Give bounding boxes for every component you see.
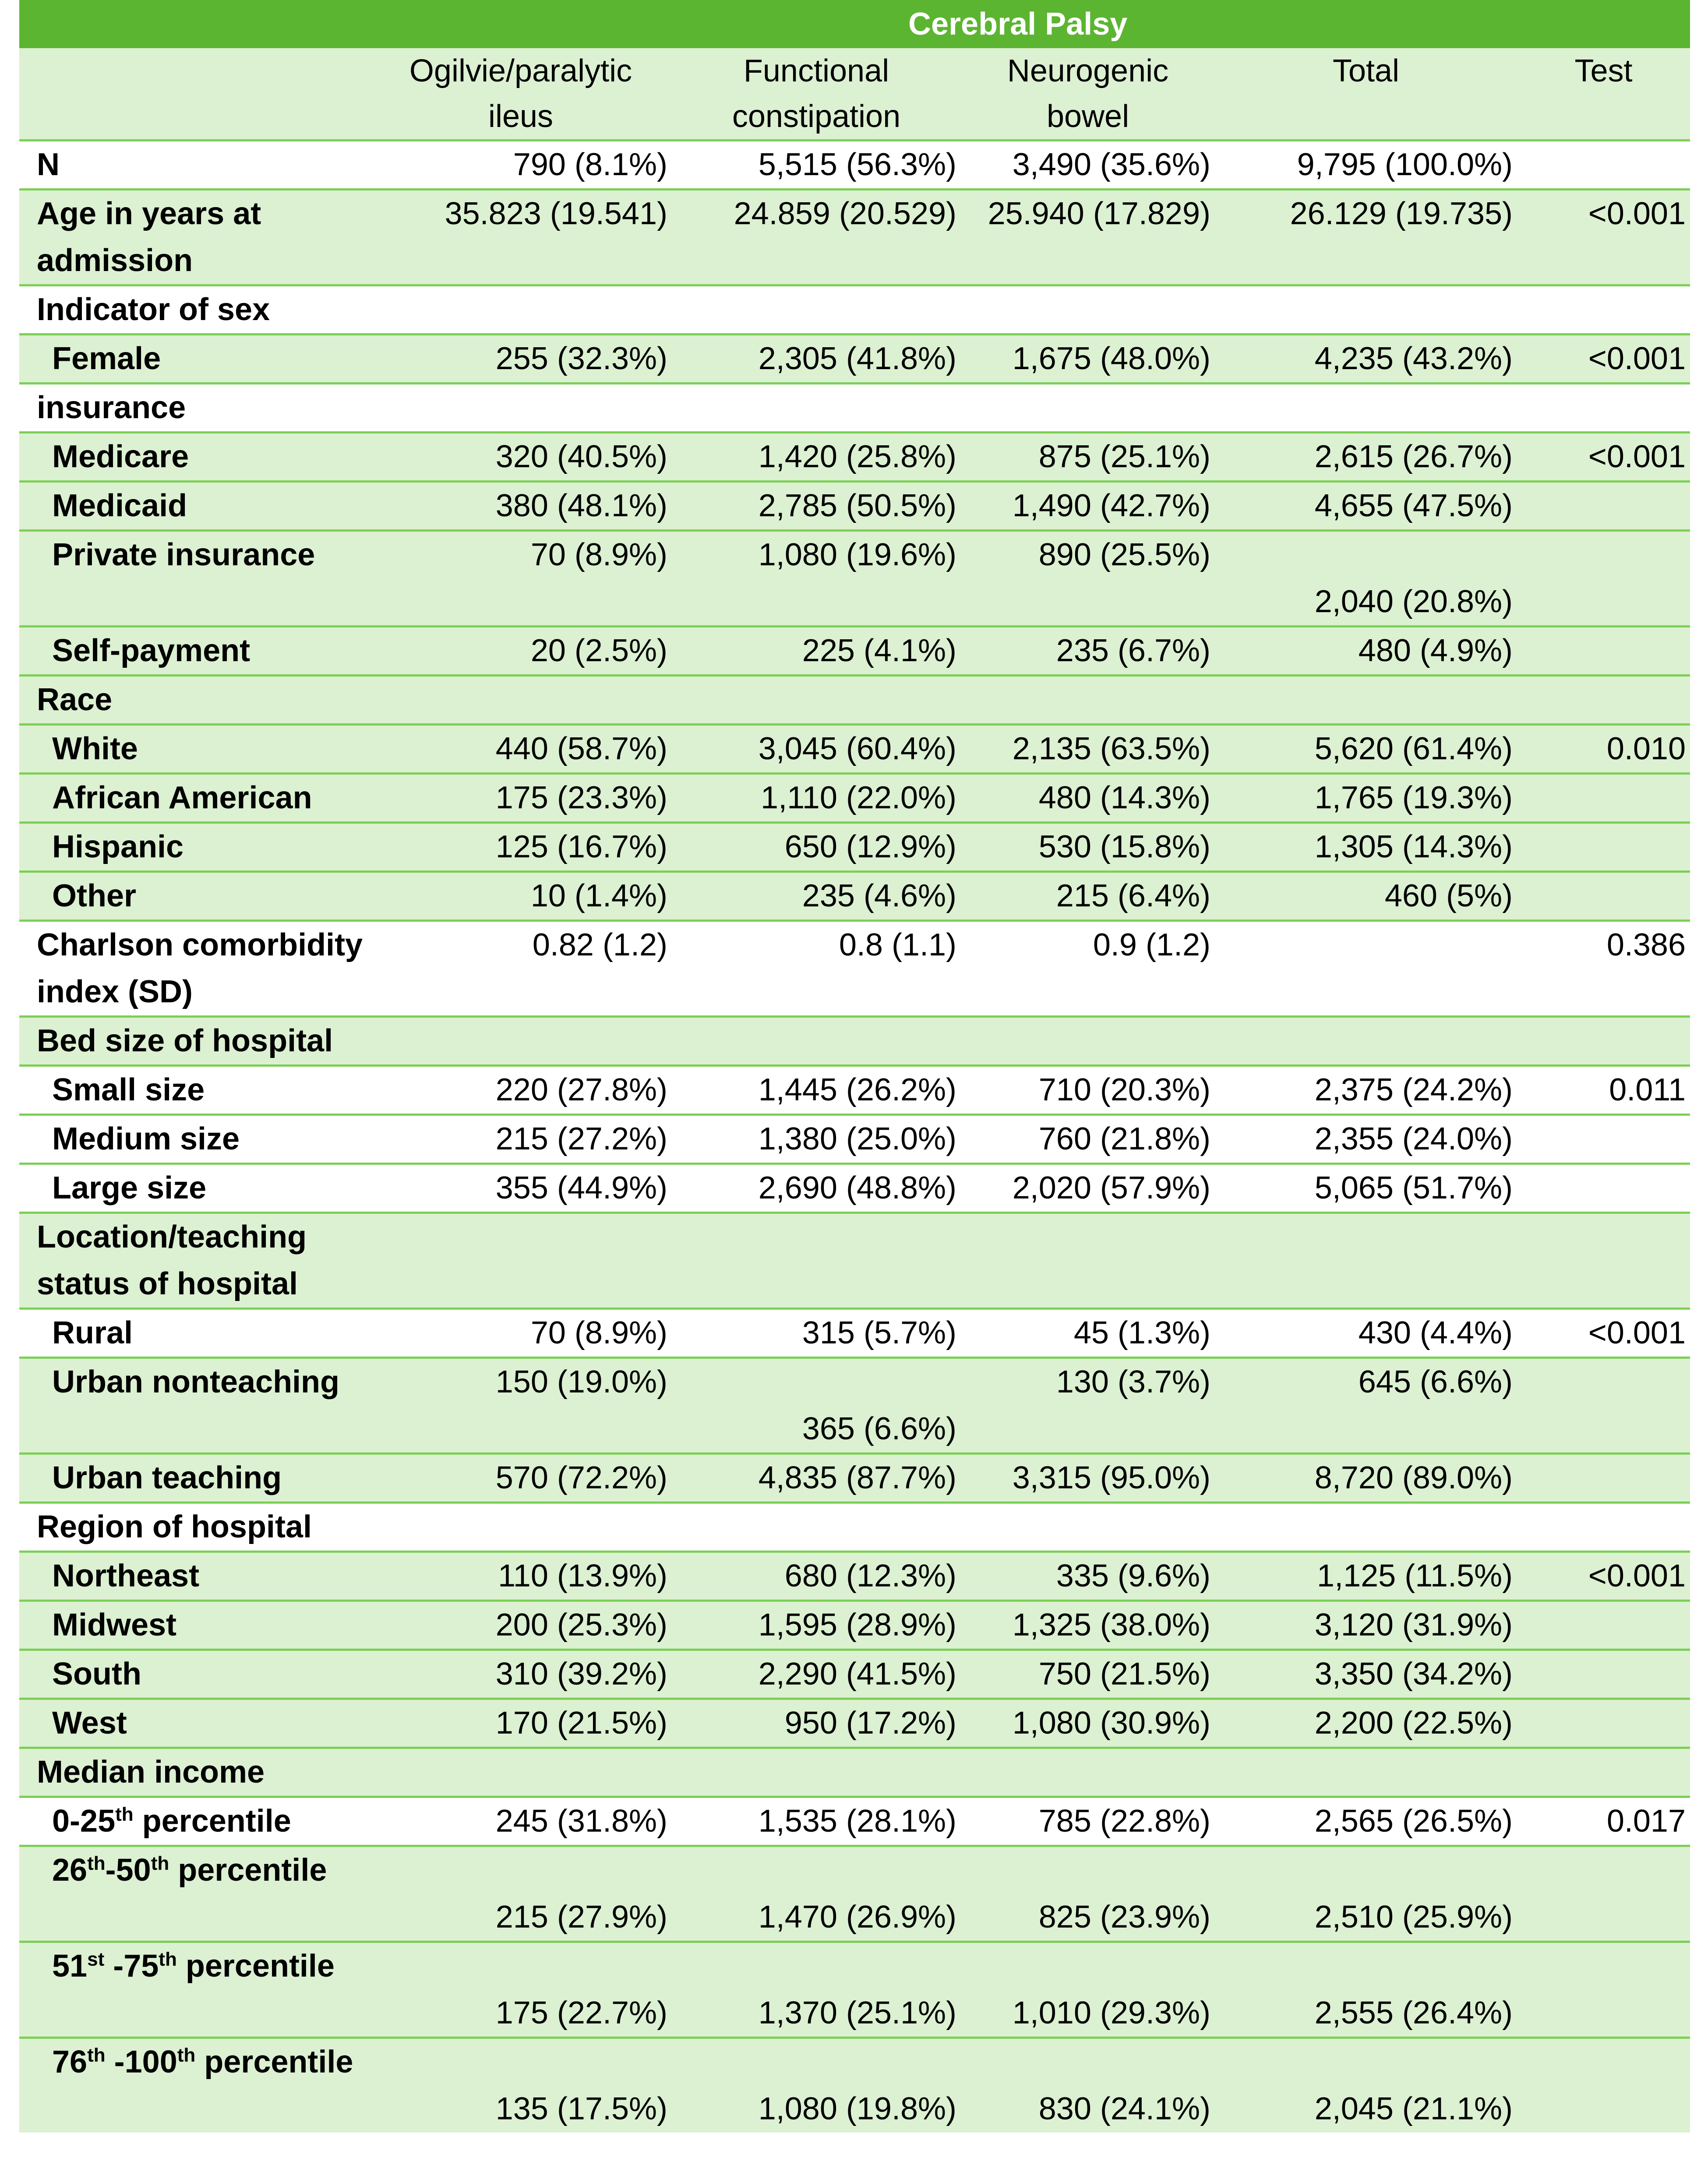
- table-cell: [370, 384, 672, 433]
- table-cell: 1,080 (19.6%): [672, 531, 961, 627]
- table-row: [19, 2038, 1690, 2133]
- row-label: Hispanic: [19, 823, 370, 872]
- table-row: [19, 335, 1690, 384]
- table-cell: 4,235 (43.2%): [1215, 335, 1517, 384]
- table-cell: 220 (27.8%): [370, 1066, 672, 1115]
- table-cell: 1,420 (25.8%): [672, 433, 961, 482]
- table-cell: [370, 676, 672, 725]
- table-cell: 1,080 (19.8%): [672, 2038, 961, 2133]
- table-cell: 1,370 (25.1%): [672, 1942, 961, 2038]
- table-cell: 3,120 (31.9%): [1215, 1601, 1517, 1650]
- table-cell: [1517, 1699, 1690, 1748]
- table-cell: [1517, 1213, 1690, 1309]
- row-label: 0-25th percentile: [19, 1797, 370, 1846]
- row-label: Small size: [19, 1066, 370, 1115]
- row-label: 76th -100th percentile: [19, 2038, 370, 2133]
- table-row: [19, 1115, 1690, 1164]
- row-label: West: [19, 1699, 370, 1748]
- table-cell: 0.8 (1.1): [672, 921, 961, 1017]
- table-cell: [1517, 482, 1690, 531]
- table-banner: [19, 0, 1690, 48]
- row-label: Private insurance: [19, 531, 370, 627]
- table-cell: 135 (17.5%): [370, 2038, 672, 2133]
- row-label: Large size: [19, 1164, 370, 1213]
- table-row: [19, 482, 1690, 531]
- table-cell: 8,720 (89.0%): [1215, 1454, 1517, 1503]
- table-cell: 1,445 (26.2%): [672, 1066, 961, 1115]
- table-cell: [961, 384, 1215, 433]
- table-cell: 570 (72.2%): [370, 1454, 672, 1503]
- table-cell: 1,595 (28.9%): [672, 1601, 961, 1650]
- table-cell: 785 (22.8%): [961, 1797, 1215, 1846]
- table-cell: 710 (20.3%): [961, 1066, 1215, 1115]
- table-cell: <0.001: [1517, 433, 1690, 482]
- header-cell-0: [19, 48, 370, 141]
- table-cell: 2,785 (50.5%): [672, 482, 961, 531]
- table-row: [19, 531, 1690, 627]
- table-cell: [1517, 1164, 1690, 1213]
- table-cell: 1,010 (29.3%): [961, 1942, 1215, 2038]
- table-cell: 215 (27.2%): [370, 1115, 672, 1164]
- table-cell: 1,080 (30.9%): [961, 1699, 1215, 1748]
- table-cell: 2,615 (26.7%): [1215, 433, 1517, 482]
- table-cell: [370, 1748, 672, 1797]
- table-cell: [370, 285, 672, 335]
- table-row: [19, 1164, 1690, 1213]
- table-cell: 1,765 (19.3%): [1215, 774, 1517, 823]
- table-cell: 650 (12.9%): [672, 823, 961, 872]
- row-label: Rural: [19, 1309, 370, 1358]
- table-cell: [672, 384, 961, 433]
- table-cell: [1215, 1213, 1517, 1309]
- table-cell: [1215, 676, 1517, 725]
- table-cell: 70 (8.9%): [370, 531, 672, 627]
- table-cell: 355 (44.9%): [370, 1164, 672, 1213]
- table-cell: 4,655 (47.5%): [1215, 482, 1517, 531]
- table-cell: [1215, 285, 1517, 335]
- table-cell: [1517, 676, 1690, 725]
- table-row: [19, 1552, 1690, 1601]
- row-label: Region of hospital: [19, 1503, 370, 1552]
- table-cell: [672, 1748, 961, 1797]
- table-cell: 2,290 (41.5%): [672, 1650, 961, 1699]
- table-cell: [1517, 1942, 1690, 2038]
- table-cell: 2,510 (25.9%): [1215, 1846, 1517, 1942]
- table-row: [19, 1503, 1690, 1552]
- table-cell: 3,490 (35.6%): [961, 141, 1215, 190]
- row-label: Urban nonteaching: [19, 1358, 370, 1454]
- table-cell: 24.859 (20.529): [672, 190, 961, 285]
- header-cell-ogilvie: Ogilvie/paralytic ileus: [370, 48, 672, 141]
- table-row: [19, 1650, 1690, 1699]
- row-label: insurance: [19, 384, 370, 433]
- table-cell: [672, 1503, 961, 1552]
- table-row: [19, 1017, 1690, 1066]
- table-row: [19, 384, 1690, 433]
- table-cell: 430 (4.4%): [1215, 1309, 1517, 1358]
- table-row: [19, 1066, 1690, 1115]
- header-cell-total: Total: [1215, 48, 1517, 141]
- table-cell: 760 (21.8%): [961, 1115, 1215, 1164]
- table-row: [19, 1846, 1690, 1942]
- table-row: [19, 1942, 1690, 2038]
- table-row: [19, 285, 1690, 335]
- row-label: Female: [19, 335, 370, 384]
- table-cell: 440 (58.7%): [370, 725, 672, 774]
- row-label: South: [19, 1650, 370, 1699]
- table-cell: [1517, 1115, 1690, 1164]
- row-label: 51st -75th percentile: [19, 1942, 370, 2038]
- table-cell: 750 (21.5%): [961, 1650, 1215, 1699]
- table-cell: 110 (13.9%): [370, 1552, 672, 1601]
- table-container: [19, 0, 1690, 2132]
- row-label: Race: [19, 676, 370, 725]
- table-cell: 45 (1.3%): [961, 1309, 1215, 1358]
- table-cell: [1517, 531, 1690, 627]
- table-cell: 0.82 (1.2): [370, 921, 672, 1017]
- table-cell: 2,565 (26.5%): [1215, 1797, 1517, 1846]
- table-cell: [961, 1017, 1215, 1066]
- table-cell: 1,110 (22.0%): [672, 774, 961, 823]
- table-cell: 0.386: [1517, 921, 1690, 1017]
- table-cell: [370, 1503, 672, 1552]
- table-row: [19, 725, 1690, 774]
- table-cell: 460 (5%): [1215, 872, 1517, 921]
- table-cell: 825 (23.9%): [961, 1846, 1215, 1942]
- table-cell: [1517, 1846, 1690, 1942]
- table-cell: 2,355 (24.0%): [1215, 1115, 1517, 1164]
- row-label: Other: [19, 872, 370, 921]
- table-cell: [961, 676, 1215, 725]
- row-label: Northeast: [19, 1552, 370, 1601]
- row-label: Medicare: [19, 433, 370, 482]
- table-cell: 25.940 (17.829): [961, 190, 1215, 285]
- table-cell: [672, 1213, 961, 1309]
- table-cell: [1215, 1748, 1517, 1797]
- table-row: [19, 1601, 1690, 1650]
- table-cell: 380 (48.1%): [370, 482, 672, 531]
- table-cell: [1517, 285, 1690, 335]
- table-cell: [1517, 1503, 1690, 1552]
- table-cell: [1517, 774, 1690, 823]
- table-cell: 790 (8.1%): [370, 141, 672, 190]
- table-cell: 365 (6.6%): [672, 1358, 961, 1454]
- table-cell: [1517, 872, 1690, 921]
- table-cell: 2,135 (63.5%): [961, 725, 1215, 774]
- table-row: [19, 823, 1690, 872]
- table-cell: 335 (9.6%): [961, 1552, 1215, 1601]
- table-cell: 175 (23.3%): [370, 774, 672, 823]
- table-cell: 2,375 (24.2%): [1215, 1066, 1517, 1115]
- table-row: [19, 1358, 1690, 1454]
- header-row: [19, 48, 1690, 141]
- table-cell: [1517, 823, 1690, 872]
- table-cell: 125 (16.7%): [370, 823, 672, 872]
- table-cell: [1517, 1358, 1690, 1454]
- table-cell: 645 (6.6%): [1215, 1358, 1517, 1454]
- table-cell: 0.011: [1517, 1066, 1690, 1115]
- table-cell: [1517, 1454, 1690, 1503]
- table-row: [19, 141, 1690, 190]
- table-cell: 130 (3.7%): [961, 1358, 1215, 1454]
- table-cell: 315 (5.7%): [672, 1309, 961, 1358]
- table-cell: 830 (24.1%): [961, 2038, 1215, 2133]
- table-cell: 2,040 (20.8%): [1215, 531, 1517, 627]
- table-cell: 3,315 (95.0%): [961, 1454, 1215, 1503]
- row-label: Medium size: [19, 1115, 370, 1164]
- table-cell: 26.129 (19.735): [1215, 190, 1517, 285]
- table-row: [19, 774, 1690, 823]
- row-label: Self-payment: [19, 627, 370, 676]
- table-row: [19, 627, 1690, 676]
- table-cell: 480 (14.3%): [961, 774, 1215, 823]
- table-cell: 225 (4.1%): [672, 627, 961, 676]
- table-cell: 235 (6.7%): [961, 627, 1215, 676]
- table-cell: 2,200 (22.5%): [1215, 1699, 1517, 1748]
- table-cell: [961, 285, 1215, 335]
- table-cell: 3,350 (34.2%): [1215, 1650, 1517, 1699]
- table-cell: 1,675 (48.0%): [961, 335, 1215, 384]
- table-cell: 480 (4.9%): [1215, 627, 1517, 676]
- banner-title: Cerebral Palsy: [908, 7, 1128, 42]
- row-label: 26th-50th percentile: [19, 1846, 370, 1942]
- table-cell: [1517, 1601, 1690, 1650]
- table-cell: [961, 1503, 1215, 1552]
- table-row: [19, 872, 1690, 921]
- table-row: [19, 433, 1690, 482]
- table-cell: <0.001: [1517, 190, 1690, 285]
- row-label: Bed size of hospital: [19, 1017, 370, 1066]
- table-cell: [1215, 384, 1517, 433]
- row-label: Medicaid: [19, 482, 370, 531]
- table-cell: 175 (22.7%): [370, 1942, 672, 2038]
- table-cell: [370, 1213, 672, 1309]
- table-cell: 5,065 (51.7%): [1215, 1164, 1517, 1213]
- table-cell: [672, 1017, 961, 1066]
- table-cell: 3,045 (60.4%): [672, 725, 961, 774]
- table-cell: 10 (1.4%): [370, 872, 672, 921]
- table-row: [19, 1213, 1690, 1309]
- table-cell: [961, 1213, 1215, 1309]
- table-cell: [1517, 1748, 1690, 1797]
- table-cell: [961, 1748, 1215, 1797]
- table-cell: [1517, 384, 1690, 433]
- table-row: [19, 1797, 1690, 1846]
- table-cell: [672, 676, 961, 725]
- table-cell: 1,380 (25.0%): [672, 1115, 961, 1164]
- row-label: Indicator of sex: [19, 285, 370, 335]
- row-label: Midwest: [19, 1601, 370, 1650]
- table-cell: <0.001: [1517, 335, 1690, 384]
- table-cell: <0.001: [1517, 1309, 1690, 1358]
- table-cell: 5,620 (61.4%): [1215, 725, 1517, 774]
- table-cell: 0.017: [1517, 1797, 1690, 1846]
- table-cell: 215 (6.4%): [961, 872, 1215, 921]
- header-cell-neurogenic: Neurogenic bowel: [961, 48, 1215, 141]
- table-cell: 1,535 (28.1%): [672, 1797, 961, 1846]
- row-label: Charlson comorbidity index (SD): [19, 921, 370, 1017]
- table-row: [19, 921, 1690, 1017]
- table-cell: 950 (17.2%): [672, 1699, 961, 1748]
- table-cell: 890 (25.5%): [961, 531, 1215, 627]
- table-cell: 4,835 (87.7%): [672, 1454, 961, 1503]
- table-cell: 2,690 (48.8%): [672, 1164, 961, 1213]
- row-label: African American: [19, 774, 370, 823]
- header-cell-test: Test: [1517, 48, 1690, 141]
- row-label: Median income: [19, 1748, 370, 1797]
- table-row: [19, 1748, 1690, 1797]
- table-cell: 680 (12.3%): [672, 1552, 961, 1601]
- table-cell: 235 (4.6%): [672, 872, 961, 921]
- table-cell: 530 (15.8%): [961, 823, 1215, 872]
- table-cell: [1517, 141, 1690, 190]
- table-cell: 170 (21.5%): [370, 1699, 672, 1748]
- table-cell: 2,305 (41.8%): [672, 335, 961, 384]
- table-cell: [1517, 2038, 1690, 2133]
- table-cell: 320 (40.5%): [370, 433, 672, 482]
- table-row: [19, 1454, 1690, 1503]
- row-label: Urban teaching: [19, 1454, 370, 1503]
- table-row: [19, 1309, 1690, 1358]
- table-cell: 1,125 (11.5%): [1215, 1552, 1517, 1601]
- table-cell: 0.9 (1.2): [961, 921, 1215, 1017]
- row-label: Age in years at admission: [19, 190, 370, 285]
- table-cell: [1215, 921, 1517, 1017]
- table-cell: 200 (25.3%): [370, 1601, 672, 1650]
- table-cell: 1,490 (42.7%): [961, 482, 1215, 531]
- table-cell: [1517, 1017, 1690, 1066]
- data-table: [19, 48, 1690, 2132]
- table-cell: 9,795 (100.0%): [1215, 141, 1517, 190]
- row-label: Location/teaching status of hospital: [19, 1213, 370, 1309]
- table-cell: [1215, 1017, 1517, 1066]
- table-cell: 35.823 (19.541): [370, 190, 672, 285]
- table-cell: 1,305 (14.3%): [1215, 823, 1517, 872]
- table-cell: 5,515 (56.3%): [672, 141, 961, 190]
- table-cell: [1517, 627, 1690, 676]
- table-cell: 70 (8.9%): [370, 1309, 672, 1358]
- table-cell: 245 (31.8%): [370, 1797, 672, 1846]
- table-cell: 0.010: [1517, 725, 1690, 774]
- table-row: [19, 1699, 1690, 1748]
- table-cell: 20 (2.5%): [370, 627, 672, 676]
- table-row: [19, 676, 1690, 725]
- table-cell: 1,470 (26.9%): [672, 1846, 961, 1942]
- table-cell: [1517, 1650, 1690, 1699]
- table-row: [19, 190, 1690, 285]
- table-cell: 310 (39.2%): [370, 1650, 672, 1699]
- table-cell: [672, 285, 961, 335]
- table-cell: [370, 1017, 672, 1066]
- table-cell: [1215, 1503, 1517, 1552]
- table-cell: 875 (25.1%): [961, 433, 1215, 482]
- row-label: N: [19, 141, 370, 190]
- table-cell: 2,045 (21.1%): [1215, 2038, 1517, 2133]
- row-label: White: [19, 725, 370, 774]
- table-cell: 2,020 (57.9%): [961, 1164, 1215, 1213]
- table-cell: 1,325 (38.0%): [961, 1601, 1215, 1650]
- table-cell: 255 (32.3%): [370, 335, 672, 384]
- table-cell: 215 (27.9%): [370, 1846, 672, 1942]
- table-body: [19, 48, 1690, 2132]
- header-cell-functional: Functional constipation: [672, 48, 961, 141]
- table-cell: 150 (19.0%): [370, 1358, 672, 1454]
- table-cell: 2,555 (26.4%): [1215, 1942, 1517, 2038]
- table-cell: <0.001: [1517, 1552, 1690, 1601]
